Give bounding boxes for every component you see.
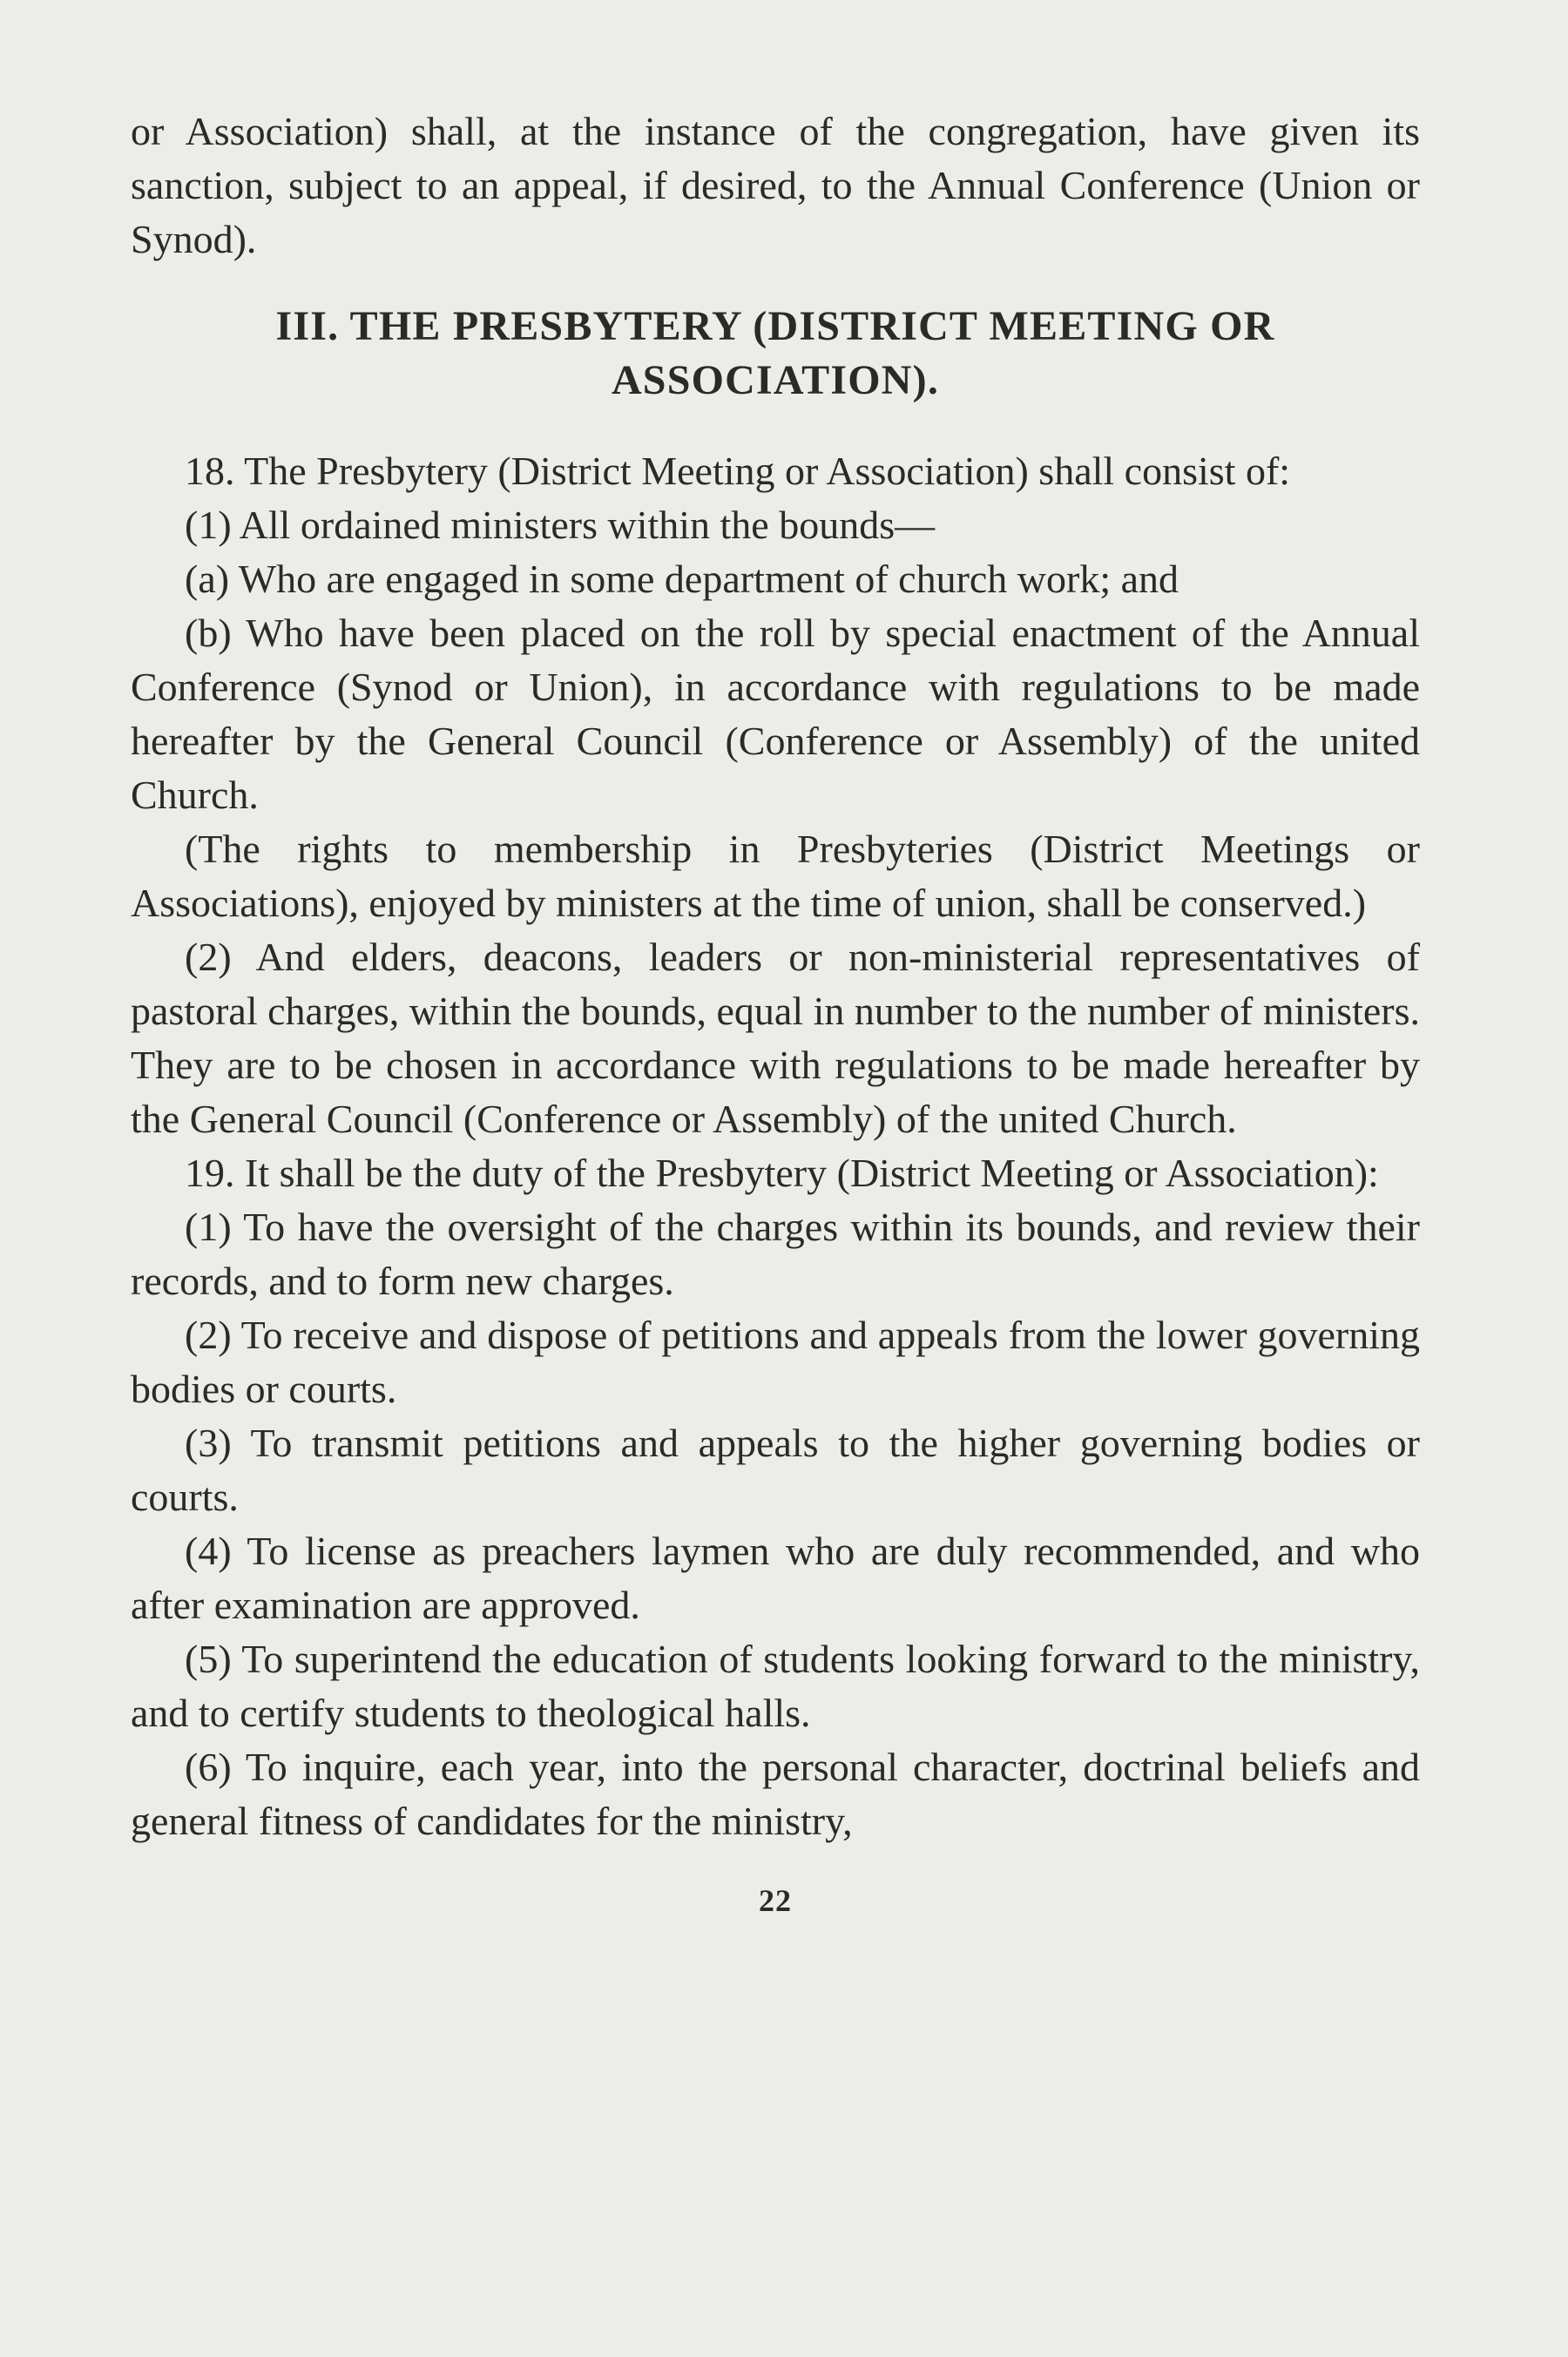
paragraph-19-item-1: (1) To have the oversight of the charges within its bounds, and review their records, and to form new charges. bbox=[131, 1205, 1420, 1303]
continuation-paragraph: or Association) shall, at the instance of the congregation, have given its sanction, subject to an appeal, if desired, to the Annual Conference (Union or Synod). bbox=[131, 109, 1420, 261]
paragraph-19-item-5: (5) To superintend the education of students looking forward to the ministry, and to certify students to theological halls. bbox=[131, 1637, 1420, 1735]
paragraph-18-item-1: (1) All ordained ministers within the bounds— bbox=[185, 503, 936, 547]
section-heading: III. THE PRESBYTERY (DISTRICT MEETING OR ASSOCIATION). bbox=[275, 303, 1275, 403]
paragraph-18: 18. The Presbytery (District Meeting or Association) shall consist of: bbox=[185, 449, 1291, 493]
paragraph-18-note: (The rights to membership in Presbyteries (District Meetings or Associations), enjoyed by ministers at the time of union, shall be conserved.) bbox=[131, 827, 1420, 925]
page-number: 22 bbox=[759, 1883, 792, 1918]
paragraph-18-item-2: (2) And elders, deacons, leaders or non-ministerial representatives of pastoral charges, within the bounds, equal in number to the number of ministers. They are to be chosen in accordance with regulations to be made hereafter by the General Council (Conference or Assembly) of the united Church. bbox=[131, 935, 1420, 1141]
paragraph-18-item-1a: (a) Who are engaged in some department of church work; and bbox=[185, 557, 1179, 601]
paragraph-19-item-6: (6) To inquire, each year, into the personal character, doctrinal beliefs and general fitness of candidates for the ministry, bbox=[131, 1745, 1420, 1843]
paragraph-19-item-4: (4) To license as preachers laymen who are duly recommended, and who after examination are approved. bbox=[131, 1529, 1420, 1627]
paragraph-18-item-1b: (b) Who have been placed on the roll by special enactment of the Annual Conference (Synod or Union), in accordance with regulations to be made hereafter by the General Council (Conference or Assembly) of the united Church. bbox=[131, 611, 1420, 817]
paragraph-19: 19. It shall be the duty of the Presbytery (District Meeting or Association): bbox=[185, 1151, 1379, 1195]
book-page bbox=[131, 105, 1420, 1920]
paragraph-19-item-2: (2) To receive and dispose of petitions and appeals from the lower governing bodies or courts. bbox=[131, 1313, 1420, 1411]
paragraph-19-item-3: (3) To transmit petitions and appeals to the higher governing bodies or courts. bbox=[131, 1421, 1420, 1519]
